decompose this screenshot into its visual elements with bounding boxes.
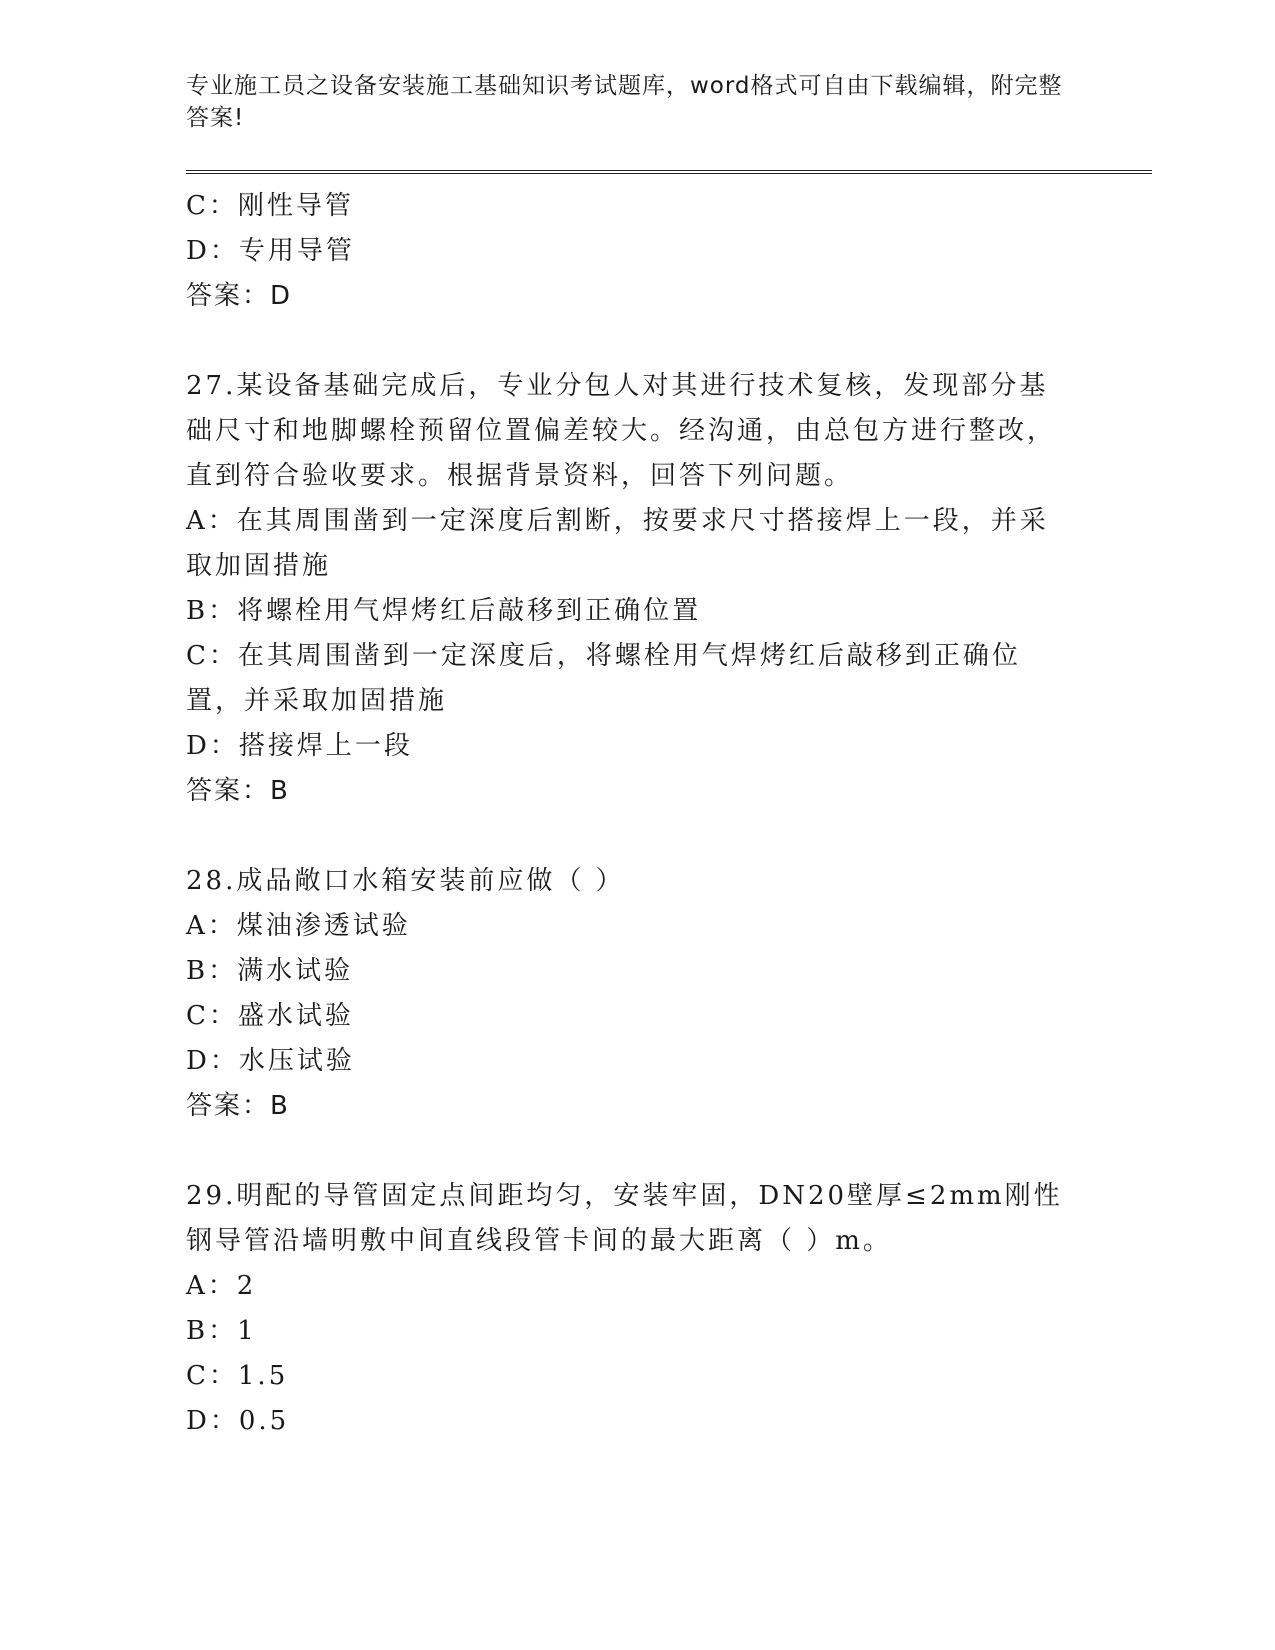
option-b: B：将螺栓用气焊烤红后敲移到正确位置 xyxy=(186,596,702,626)
option-a: A：在其周围凿到一定深度后割断，按要求尺寸搭接焊上一段，并采取加固措施 xyxy=(186,506,1049,581)
option-b: B：满水试验 xyxy=(186,956,354,986)
document-header: 专业施工员之设备安装施工基础知识考试题库，word格式可自由下载编辑，附完整答案! xyxy=(186,73,1063,131)
question-26 xyxy=(186,184,1152,319)
option-d: D：搭接焊上一段 xyxy=(186,731,413,761)
option-b: B：1 xyxy=(186,1316,257,1346)
spacer xyxy=(186,319,1152,364)
option-c: C：在其周围凿到一定深度后，将螺栓用气焊烤红后敲移到正确位置，并采取加固措施 xyxy=(186,641,1021,716)
option-d: D：水压试验 xyxy=(186,1046,355,1076)
spacer xyxy=(186,814,1152,859)
answer: 答案：D xyxy=(186,281,293,311)
option-c: C：刚性导管 xyxy=(186,191,354,221)
option-d: D：0.5 xyxy=(186,1406,290,1436)
option-c: C：1.5 xyxy=(186,1361,289,1391)
answer: 答案：B xyxy=(186,1091,290,1121)
document-page xyxy=(186,70,1152,1444)
option-a: A：2 xyxy=(186,1271,257,1301)
question-28 xyxy=(186,859,1152,1129)
spacer xyxy=(186,1129,1152,1174)
answer: 答案：B xyxy=(186,776,290,806)
header-divider xyxy=(186,170,1152,174)
question-list xyxy=(186,184,1152,1444)
option-a: A：煤油渗透试验 xyxy=(186,911,411,941)
question-29 xyxy=(186,1174,1152,1444)
question-27 xyxy=(186,364,1152,814)
question-stem: 27.某设备基础完成后，专业分包人对其进行技术复核，发现部分基础尺寸和地脚螺栓预留位置偏差较大。经沟通，由总包方进行整改，直到符合验收要求。根据背景资料，回答下列问题。 xyxy=(186,371,1057,491)
question-stem: 28.成品敞口水箱安装前应做（ ） xyxy=(186,866,625,896)
option-d: D：专用导管 xyxy=(186,236,355,266)
option-c: C：盛水试验 xyxy=(186,1001,354,1031)
question-stem: 29.明配的导管固定点间距均匀，安装牢固，DN20壁厚≤2mm刚性钢导管沿墙明敷中间直线段管卡间的最大距离（ ）m。 xyxy=(186,1181,1063,1256)
